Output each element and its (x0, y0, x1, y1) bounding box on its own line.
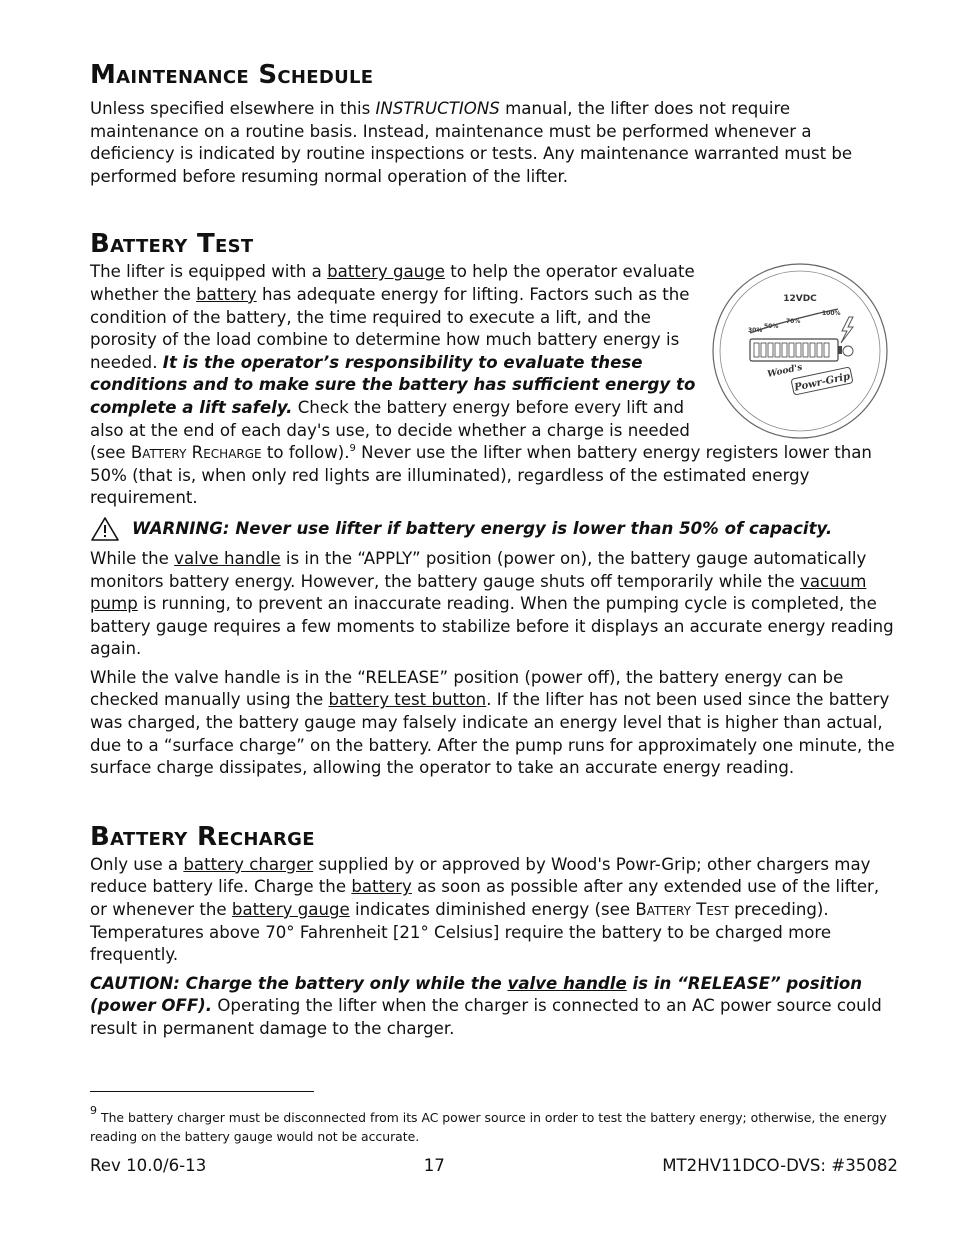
vacuum-pump-link: vacuum pump (90, 571, 867, 614)
operator-responsibility-note: It is the operator’s responsibility to evaluate these conditions and to make sure the battery has sufficient energy to complete a lift safely. (90, 352, 696, 417)
footer-revision: Rev 10.0/6-13 (90, 1156, 207, 1175)
battery-recharge-reference: Battery Recharge (130, 443, 262, 463)
text-run: Check the battery energy before every lift and also at the end of each day's use, to decide whether a charge is needed (see (90, 397, 690, 463)
footer-page-number: 17 (423, 1156, 445, 1175)
text-run: has adequate energy for lifting. Factors such as the condition of the battery, the time required to execute a lift, and the porosity of the load combine to determine how much battery energy is needed. (90, 284, 690, 372)
text-run: supplied by or approved by Wood's Powr-Grip; other chargers may reduce battery life. Charge the (90, 854, 871, 897)
valve-handle-link: valve handle (174, 548, 281, 568)
battery-recharge-paragraph (90, 854, 898, 967)
footnote-marker: 9 (349, 442, 356, 454)
text-run: to help the operator evaluate whether the (90, 262, 695, 304)
caution-paragraph (90, 973, 898, 1041)
maintenance-paragraph (90, 98, 898, 188)
maintenance-section (90, 58, 898, 188)
footer-document-id: MT2HV11DCO-DVS: #35082 (662, 1156, 898, 1175)
battery-test-paragraph-3 (90, 667, 898, 780)
gauge-lightning-icon (841, 317, 853, 343)
text-run: While the valve handle is in the “RELEASE” position (power off), the battery energy can be checked manually using the (90, 667, 844, 710)
text-run: Only use a (90, 854, 184, 874)
warning-triangle-icon (90, 516, 120, 542)
page-content (90, 58, 898, 1041)
gauge-30-label: 30% (748, 327, 763, 335)
gauge-50-label: 50% (764, 323, 779, 331)
gauge-test-button-icon (843, 346, 853, 356)
text-run: is in the “APPLY” position (power on), the battery gauge automatically monitors battery energy. However, the battery gauge shuts off temporarily while the (90, 548, 867, 591)
battery-gauge-link: battery gauge (327, 262, 445, 282)
warning-line (90, 518, 898, 542)
footnote-text: The battery charger must be disconnected from its AC power source in order to test the battery energy; otherwise, the energy reading on the battery gauge would not be accurate. (90, 1110, 887, 1145)
gauge-70-label: 70% (786, 318, 801, 326)
text-run: manual, the lifter does not require maintenance on a routine basis. Instead, maintenance must be performed whenever a deficiency is indicated by routine inspections or tests. Any maintenance warranted must be performed before resuming normal operation of the lifter. (90, 99, 853, 186)
page-footer (90, 1155, 898, 1177)
battery-link: battery (196, 284, 257, 304)
footnote-number: 9 (90, 1104, 97, 1117)
gauge-brand-top: Wood's (766, 363, 804, 381)
footnote-separator (90, 1091, 314, 1092)
maintenance-heading: Maintenance Schedule (90, 60, 374, 90)
battery-recharge-section (90, 820, 898, 1041)
gauge-brand-bottom: Powr-Grip (793, 371, 852, 395)
battery-test-button-link: battery test button (328, 690, 487, 710)
battery-test-reference: Battery Test (635, 900, 729, 920)
battery-gauge-link: battery gauge (231, 900, 350, 920)
battery-test-section (90, 227, 898, 779)
text-run: to follow). (261, 443, 350, 463)
text-run: indicates diminished energy (see (349, 900, 636, 920)
text-run: preceding). Temperatures above 70° Fahrenheit [21° Celsius] require the battery to be charged more frequently. (90, 900, 832, 965)
valve-handle-link: valve handle (507, 973, 627, 993)
text-run: Never use the lifter when battery energy registers lower than 50% (that is, when only red lights are illuminated), regardless of the estimated energy requirement. (90, 443, 872, 508)
battery-recharge-heading: Battery Recharge (90, 821, 315, 852)
battery-link: battery (351, 877, 412, 897)
battery-gauge-image (710, 261, 890, 441)
text-run: . If the lifter has not been used since the battery was charged, the battery gauge may falsely indicate an energy level that is higher than actual, due to a “surface charge” on the battery. After the pump runs for approximately one minute, the surface charge dissipates, allowing the operator to take an accurate energy reading. (90, 690, 895, 778)
text-run: as soon as possible after any extended use of the lifter, or whenever the (90, 877, 880, 920)
battery-test-heading: Battery Test (90, 229, 254, 260)
caution-text: CAUTION: Charge the battery only while the (90, 973, 508, 993)
gauge-battery-tip (838, 346, 842, 354)
caution-text: is in “RELEASE” position (power OFF). (90, 973, 863, 1016)
text-run: While the (90, 548, 175, 568)
instructions-italic: INSTRUCTIONS (375, 99, 500, 118)
warning-text: WARNING: Never use lifter if battery energy is lower than 50% of capacity. (132, 518, 833, 538)
text-run: Operating the lifter when the charger is connected to an AC power source could result in permanent damage to the charger. (90, 996, 882, 1038)
gauge-100-label: 100% (822, 310, 841, 318)
text-run: Unless specified elsewhere in this (90, 99, 376, 118)
text-run: The lifter is equipped with a (90, 262, 328, 282)
gauge-voltage-label: 12VDC (783, 294, 817, 305)
battery-charger-link: battery charger (183, 854, 314, 874)
text-run: is running, to prevent an inaccurate reading. When the pumping cycle is completed, the battery gauge requires a few moments to stabilize before it displays an accurate energy reading again. (90, 594, 894, 659)
footnote (90, 1104, 898, 1146)
battery-test-paragraph-2 (90, 548, 898, 661)
